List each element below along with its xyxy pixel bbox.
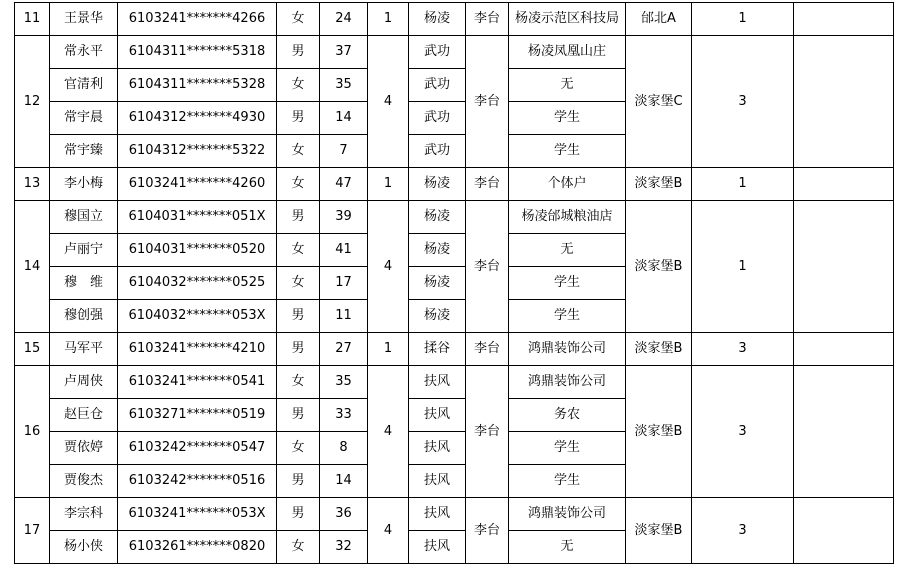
- member-work: 务农: [509, 399, 626, 432]
- member-origin: 扶风: [409, 465, 466, 498]
- town: 李台: [466, 36, 509, 168]
- group-value: 3: [692, 36, 794, 168]
- member-age: 33: [320, 399, 368, 432]
- village: 淡家堡B: [626, 333, 692, 366]
- member-id: 6103241*******4260: [118, 168, 277, 201]
- member-origin: 扶风: [409, 498, 466, 531]
- group-value: 1: [692, 3, 794, 36]
- member-origin: 武功: [409, 36, 466, 69]
- member-name: 王景华: [50, 3, 118, 36]
- member-work: 学生: [509, 432, 626, 465]
- member-sex: 女: [277, 432, 320, 465]
- member-sex: 女: [277, 135, 320, 168]
- member-origin: 杨凌: [409, 168, 466, 201]
- member-age: 14: [320, 102, 368, 135]
- member-name: 常永平: [50, 36, 118, 69]
- member-work: 学生: [509, 267, 626, 300]
- member-sex: 男: [277, 300, 320, 333]
- member-origin: 杨凌: [409, 3, 466, 36]
- member-work: 杨凌凤凰山庄: [509, 36, 626, 69]
- member-origin: 扶风: [409, 531, 466, 564]
- member-sex: 男: [277, 201, 320, 234]
- member-age: 32: [320, 531, 368, 564]
- town: 李台: [466, 201, 509, 333]
- member-id: 6104312*******5322: [118, 135, 277, 168]
- village: 淡家堡B: [626, 498, 692, 564]
- empty-cell: [794, 201, 894, 333]
- member-name: 卢周侠: [50, 366, 118, 399]
- table-row: [15, 201, 894, 234]
- group-number: 12: [15, 36, 50, 168]
- member-sex: 女: [277, 234, 320, 267]
- member-age: 35: [320, 366, 368, 399]
- member-work: 鸿鼎装饰公司: [509, 498, 626, 531]
- member-sex: 女: [277, 168, 320, 201]
- member-name: 李宗科: [50, 498, 118, 531]
- member-id: 6103242*******0516: [118, 465, 277, 498]
- table-row: [15, 168, 894, 201]
- member-sex: 男: [277, 399, 320, 432]
- member-origin: 杨凌: [409, 300, 466, 333]
- household-count: 4: [368, 36, 409, 168]
- member-origin: 杨凌: [409, 234, 466, 267]
- group-value: 1: [692, 168, 794, 201]
- member-id: 6104312*******4930: [118, 102, 277, 135]
- member-work: 杨凌示范区科技局: [509, 3, 626, 36]
- member-age: 35: [320, 69, 368, 102]
- member-id: 6104032*******053X: [118, 300, 277, 333]
- member-work: 学生: [509, 135, 626, 168]
- member-work: 个体户: [509, 168, 626, 201]
- member-id: 6103241*******0541: [118, 366, 277, 399]
- household-count: 4: [368, 498, 409, 564]
- member-age: 7: [320, 135, 368, 168]
- table-row: [15, 366, 894, 399]
- group-number: 16: [15, 366, 50, 498]
- member-name: 贾俊杰: [50, 465, 118, 498]
- member-sex: 男: [277, 102, 320, 135]
- table-row: [15, 498, 894, 531]
- household-count: 1: [368, 333, 409, 366]
- group-value: 1: [692, 201, 794, 333]
- household-table: [14, 2, 894, 564]
- member-id: 6104031*******051X: [118, 201, 277, 234]
- member-work: 鸿鼎装饰公司: [509, 366, 626, 399]
- member-sex: 男: [277, 36, 320, 69]
- member-name: 赵巨仓: [50, 399, 118, 432]
- member-age: 27: [320, 333, 368, 366]
- member-work: 杨凌邰城粮油店: [509, 201, 626, 234]
- empty-cell: [794, 3, 894, 36]
- member-name: 常宇晨: [50, 102, 118, 135]
- household-count: 4: [368, 201, 409, 333]
- member-id: 6104311*******5318: [118, 36, 277, 69]
- member-age: 17: [320, 267, 368, 300]
- member-id: 6103261*******0820: [118, 531, 277, 564]
- group-number: 13: [15, 168, 50, 201]
- member-work: 学生: [509, 465, 626, 498]
- group-value: 3: [692, 333, 794, 366]
- member-name: 贾依婷: [50, 432, 118, 465]
- member-name: 常宇臻: [50, 135, 118, 168]
- village: 淡家堡B: [626, 201, 692, 333]
- member-origin: 杨凌: [409, 267, 466, 300]
- member-sex: 女: [277, 267, 320, 300]
- member-age: 8: [320, 432, 368, 465]
- member-sex: 女: [277, 69, 320, 102]
- member-work: 无: [509, 69, 626, 102]
- member-age: 36: [320, 498, 368, 531]
- member-age: 37: [320, 36, 368, 69]
- member-name: 穆国立: [50, 201, 118, 234]
- table-row: [15, 36, 894, 69]
- member-work: 鸿鼎装饰公司: [509, 333, 626, 366]
- member-name: 穆创强: [50, 300, 118, 333]
- member-origin: 武功: [409, 69, 466, 102]
- household-count: 1: [368, 3, 409, 36]
- member-name: 穆 维: [50, 267, 118, 300]
- member-origin: 武功: [409, 135, 466, 168]
- member-id: 6103241*******053X: [118, 498, 277, 531]
- table-row: [15, 3, 894, 36]
- member-id: 6104311*******5328: [118, 69, 277, 102]
- village: 淡家堡B: [626, 366, 692, 498]
- member-age: 41: [320, 234, 368, 267]
- member-origin: 杨凌: [409, 201, 466, 234]
- group-value: 3: [692, 366, 794, 498]
- town: 李台: [466, 366, 509, 498]
- table-body: [15, 3, 894, 564]
- member-name: 卢丽宁: [50, 234, 118, 267]
- empty-cell: [794, 498, 894, 564]
- member-id: 6104032*******0525: [118, 267, 277, 300]
- member-origin: 揉谷: [409, 333, 466, 366]
- town: 李台: [466, 168, 509, 201]
- member-age: 24: [320, 3, 368, 36]
- member-sex: 男: [277, 333, 320, 366]
- member-id: 6103242*******0547: [118, 432, 277, 465]
- member-origin: 武功: [409, 102, 466, 135]
- member-origin: 扶风: [409, 399, 466, 432]
- member-name: 马军平: [50, 333, 118, 366]
- town: 李台: [466, 498, 509, 564]
- group-value: 3: [692, 498, 794, 564]
- empty-cell: [794, 366, 894, 498]
- member-id: 6104031*******0520: [118, 234, 277, 267]
- member-origin: 扶风: [409, 432, 466, 465]
- member-sex: 女: [277, 3, 320, 36]
- member-id: 6103241*******4266: [118, 3, 277, 36]
- member-work: 学生: [509, 300, 626, 333]
- group-number: 17: [15, 498, 50, 564]
- member-sex: 男: [277, 465, 320, 498]
- empty-cell: [794, 168, 894, 201]
- member-age: 11: [320, 300, 368, 333]
- group-number: 14: [15, 201, 50, 333]
- village: 邰北A: [626, 3, 692, 36]
- member-work: 学生: [509, 102, 626, 135]
- member-sex: 女: [277, 366, 320, 399]
- village: 淡家堡C: [626, 36, 692, 168]
- member-work: 无: [509, 531, 626, 564]
- empty-cell: [794, 36, 894, 168]
- member-origin: 扶风: [409, 366, 466, 399]
- town: 李台: [466, 333, 509, 366]
- town: 李台: [466, 3, 509, 36]
- village: 淡家堡B: [626, 168, 692, 201]
- member-age: 47: [320, 168, 368, 201]
- member-name: 杨小侠: [50, 531, 118, 564]
- group-number: 15: [15, 333, 50, 366]
- member-sex: 女: [277, 531, 320, 564]
- member-age: 14: [320, 465, 368, 498]
- household-count: 1: [368, 168, 409, 201]
- member-id: 6103271*******0519: [118, 399, 277, 432]
- table-row: [15, 333, 894, 366]
- member-work: 无: [509, 234, 626, 267]
- member-sex: 男: [277, 498, 320, 531]
- member-id: 6103241*******4210: [118, 333, 277, 366]
- empty-cell: [794, 333, 894, 366]
- household-count: 4: [368, 366, 409, 498]
- member-name: 官清利: [50, 69, 118, 102]
- group-number: 11: [15, 3, 50, 36]
- member-name: 李小梅: [50, 168, 118, 201]
- member-age: 39: [320, 201, 368, 234]
